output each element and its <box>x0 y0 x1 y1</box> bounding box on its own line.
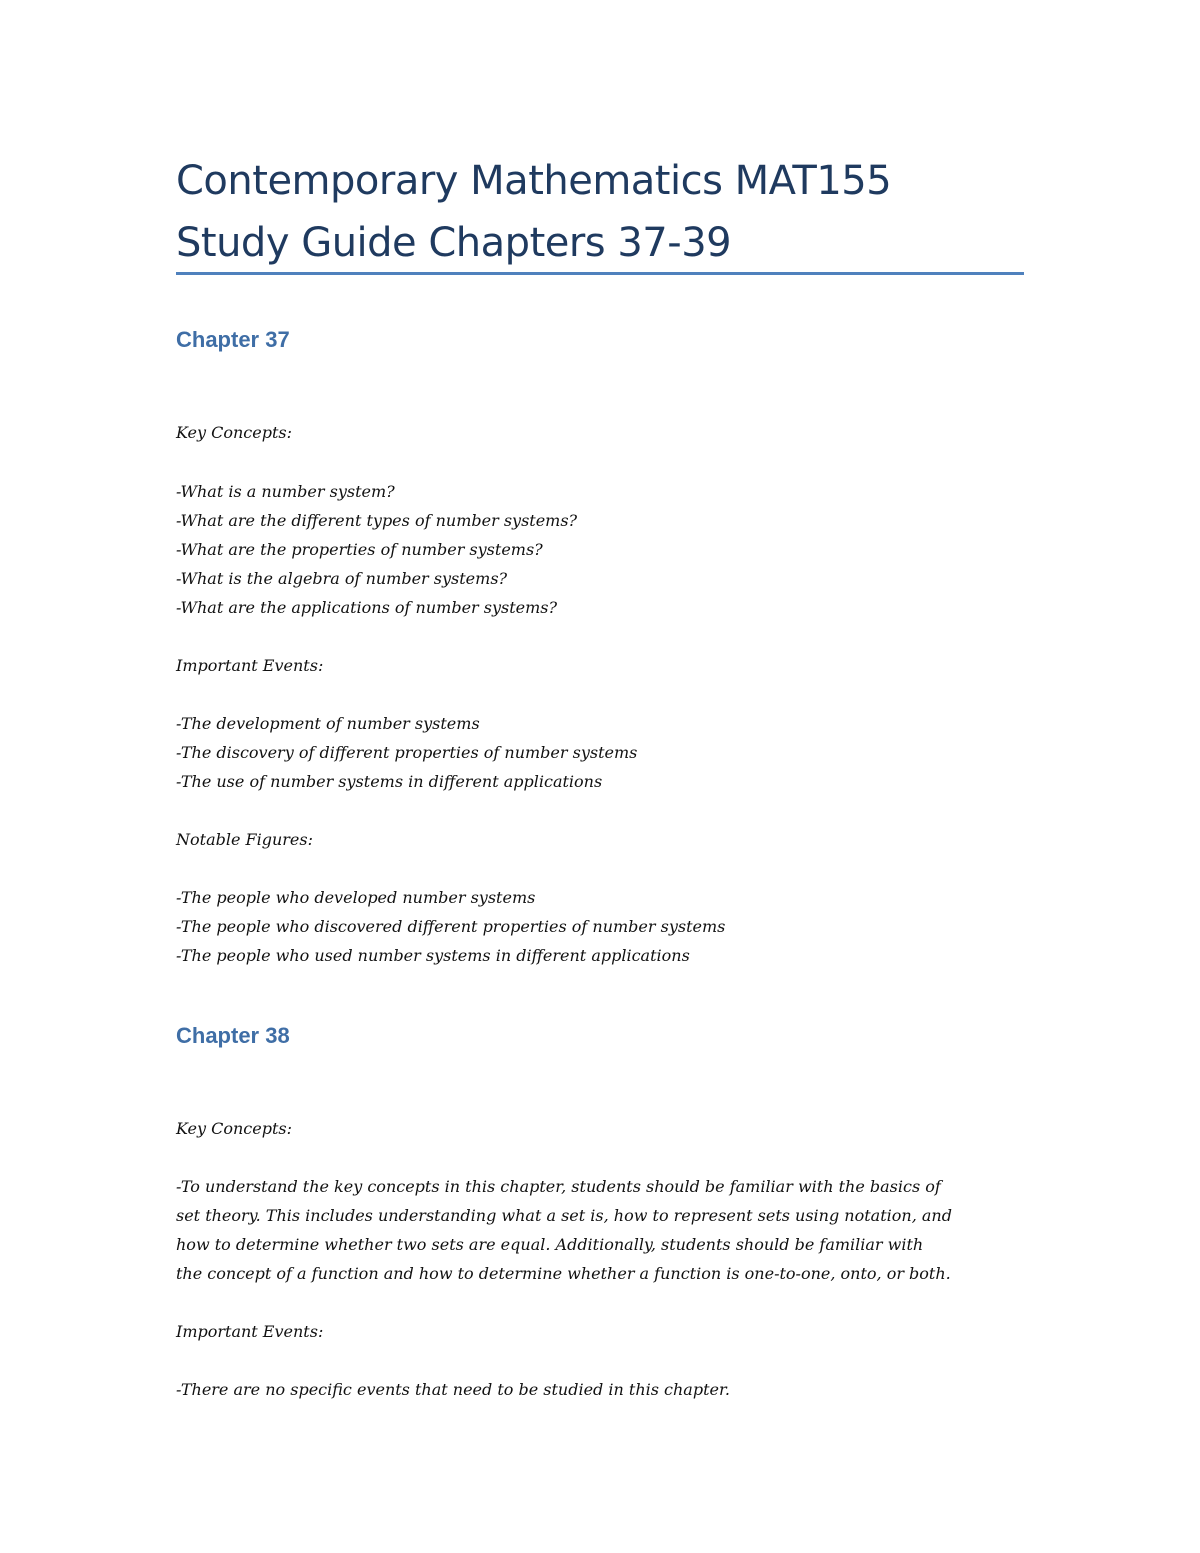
ch37-figure-item: -The people who used number systems in different applications <box>176 946 690 965</box>
ch37-event-item: -The use of number systems in different applications <box>176 772 603 791</box>
ch38-event-item: -There are no specific events that need to be studied in this chapter. <box>176 1380 730 1399</box>
ch37-key-concept-item: -What are the different types of number systems? <box>176 511 578 530</box>
ch37-figure-item: -The people who developed number systems <box>176 888 536 907</box>
ch37-figure-item: -The people who discovered different properties of number systems <box>176 917 726 936</box>
ch37-key-concept-item: -What are the properties of number systems? <box>176 540 543 559</box>
ch37-key-concept-item: -What is a number system? <box>176 482 395 501</box>
ch37-event-item: -The development of number systems <box>176 714 480 733</box>
ch38-paragraph-line: set theory. This includes understanding what a set is, how to represent sets using notation, and <box>176 1206 952 1225</box>
ch38-paragraph-line: the concept of a function and how to determine whether a function is one-to-one, onto, or both. <box>176 1264 951 1283</box>
title-underline <box>176 272 1024 275</box>
title-line-2: Study Guide Chapters 37-39 <box>176 220 732 266</box>
ch37-notable-figures-label: Notable Figures: <box>176 830 313 849</box>
chapter-38-heading: Chapter 38 <box>176 1023 290 1048</box>
ch37-key-concept-item: -What is the algebra of number systems? <box>176 569 508 588</box>
ch38-paragraph-line: -To understand the key concepts in this chapter, students should be familiar with the basics of <box>176 1177 941 1196</box>
ch38-key-concepts-label: Key Concepts: <box>176 1119 292 1138</box>
ch38-important-events-label: Important Events: <box>176 1322 324 1341</box>
chapter-37-heading: Chapter 37 <box>176 327 290 352</box>
ch37-key-concept-item: -What are the applications of number systems? <box>176 598 558 617</box>
ch37-event-item: -The discovery of different properties of number systems <box>176 743 638 762</box>
ch38-paragraph-line: how to determine whether two sets are equal. Additionally, students should be familiar with <box>176 1235 924 1254</box>
ch37-important-events-label: Important Events: <box>176 656 324 675</box>
document-title <box>176 150 1024 274</box>
title-line-1: Contemporary Mathematics MAT155 <box>176 158 892 204</box>
ch37-key-concepts-label: Key Concepts: <box>176 423 292 442</box>
